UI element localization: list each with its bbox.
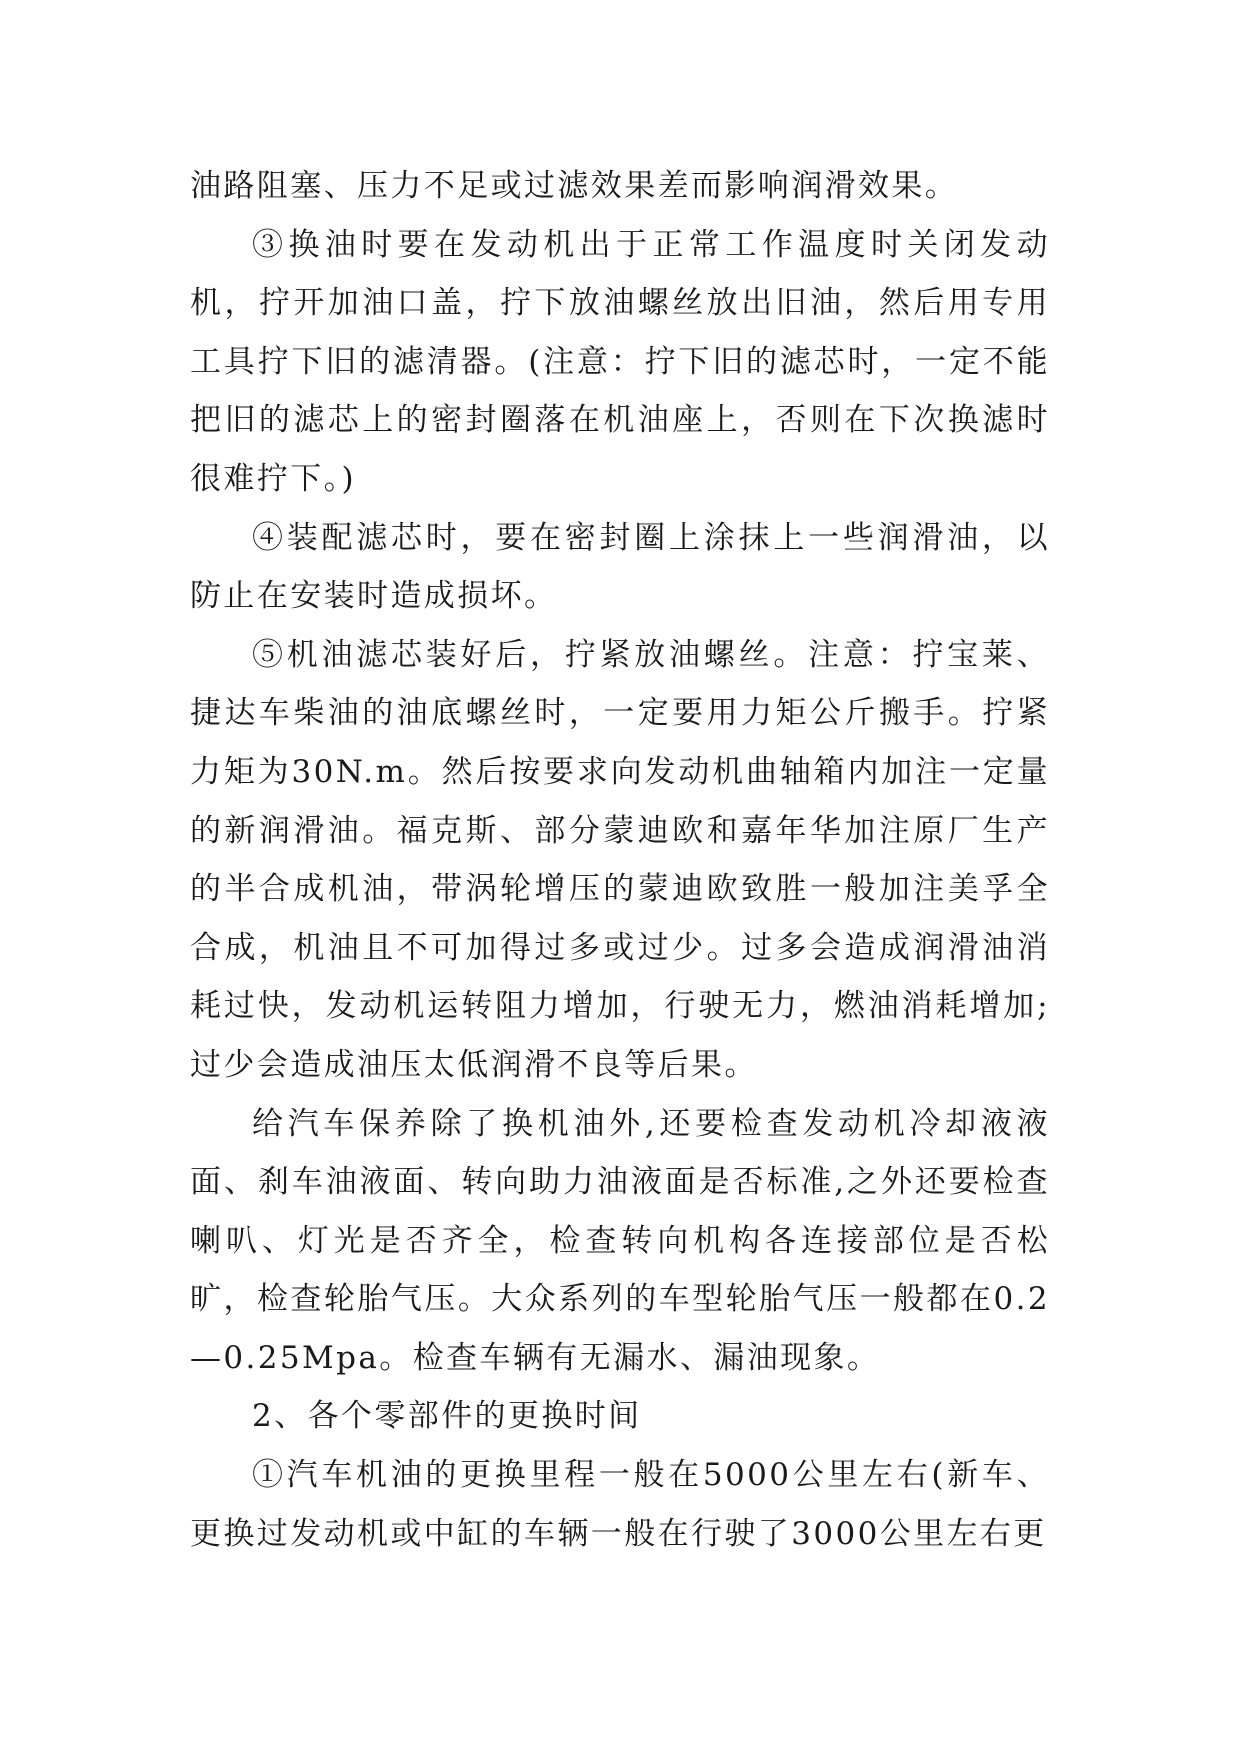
paragraph-drain-plug-step-5: ⑤机油滤芯装好后，拧紧放油螺丝。注意：拧宝莱、捷达车柴油的油底螺丝时，一定要用力矩公斤搬手。拧紧力矩为30N.m。然后按要求向发动机曲轴箱内加注一定量的新润滑油。福克斯、部分蒙迪欧和嘉年华加注原厂生产的半合成机油，带涡轮增压的蒙迪欧致胜一般加注美孚全合成，机油且不可加得过多或过少。过多会造成润滑油消耗过快，发动机运转阻力增加，行驶无力，燃油消耗增加;过少会造成油压太低润滑不良等后果。 <box>190 636 1050 1083</box>
paragraph-filter-install-step-4: ④装配滤芯时，要在密封圈上涂抹上一些润滑油，以防止在安装时造成损坏。 <box>190 519 1050 615</box>
paragraph-oil-change-step-3: ③换油时要在发动机出于正常工作温度时关闭发动机，拧开加油口盖，拧下放油螺丝放出旧油，然后用专用工具拧下旧的滤清器。(注意：拧下旧的滤芯时，一定不能把旧的滤芯上的密封圈落在机油座上，否则在下次换滤时很难拧下。) <box>190 226 1050 497</box>
paragraph-oil-path-continuation: 油路阻塞、压力不足或过滤效果差而影响润滑效果。 <box>190 168 959 204</box>
section-heading-replacement-intervals: 2、各个零部件的更换时间 <box>252 1398 642 1435</box>
paragraph-oil-interval-item-1: ①汽车机油的更换里程一般在5000公里左右(新车、更换过发动机或中缸的车辆一般在行驶了3000公里左右更 <box>190 1457 1050 1552</box>
document-body <box>190 157 1050 1563</box>
paragraph-other-checks: 给汽车保养除了换机油外,还要检查发动机冷却液液面、刹车油液面、转向助力油液面是否标准,之外还要检查喇叭、灯光是否齐全，检查转向机构各连接部位是否松旷，检查轮胎气压。大众系列的车型轮胎气压一般都在0.2—0.25Mpa。检查车辆有无漏水、漏油现象。 <box>190 1105 1050 1376</box>
